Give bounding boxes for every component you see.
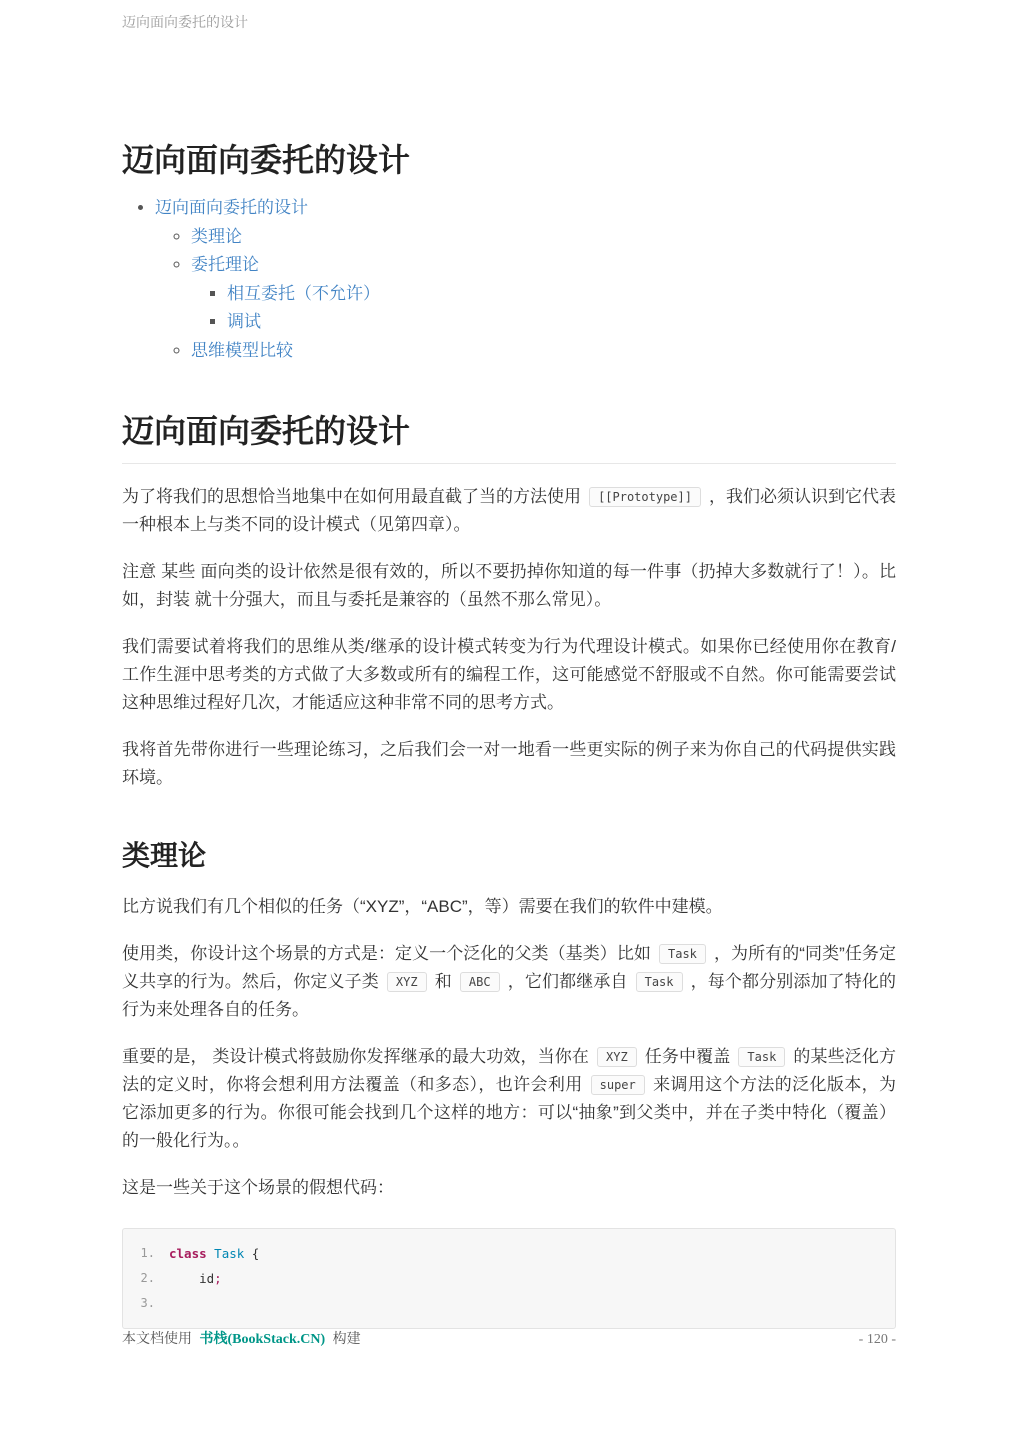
toc-item xyxy=(191,337,896,366)
toc-link-delegation-theory[interactable]: 委托理论 xyxy=(191,255,259,274)
bookstack-link[interactable]: 书栈(BookStack.CN) xyxy=(199,1332,326,1347)
paragraph: 重要的是， 类设计模式将鼓励你发挥继承的最大功效，当你在 XYZ 任务中覆盖 Task 的某些泛化方法的定义时，你将会想利用方法覆盖（和多态），也许会利用 super 来调用这个方法的泛化版本，为它添加更多的行为。你很可能会找到几个这样的地方：可以“抽象”到父类中，并在子类中特化（覆盖）的一般化行为。。 xyxy=(122,1047,896,1150)
inline-code: super xyxy=(591,1075,645,1095)
inline-code: Task xyxy=(636,972,683,992)
page-title: 迈向面向委托的设计 xyxy=(122,142,411,178)
code-line xyxy=(123,1241,895,1266)
toc-item xyxy=(155,194,896,365)
toc-item xyxy=(191,223,896,252)
paragraph: 这是一些关于这个场景的假想代码： xyxy=(122,1178,394,1197)
code-lines xyxy=(123,1241,895,1316)
toc-sublist xyxy=(191,280,896,337)
code-line xyxy=(123,1291,895,1316)
document-content xyxy=(122,0,896,1329)
line-number: 1. xyxy=(140,1246,155,1260)
toc-link-design[interactable]: 迈向面向委托的设计 xyxy=(155,198,308,217)
table-of-contents xyxy=(122,194,896,365)
toc-link-mental-model[interactable]: 思维模型比较 xyxy=(191,340,293,360)
toc-item xyxy=(227,280,896,309)
inline-code: XYZ xyxy=(387,972,427,992)
paragraph: 使用类，你设计这个场景的方式是：定义一个泛化的父类（基类）比如 Task ，为所有的“同类”任务定义共享的行为。然后，你定义子类 XYZ 和 ABC ，它们都继承自 Task ，每个都分别添加了特化的行为来处理各自的任务。 xyxy=(122,944,897,1019)
code-line xyxy=(123,1266,895,1291)
inline-code: XYZ xyxy=(597,1047,637,1067)
footer-credit-prefix: 本文档使用 xyxy=(122,1332,192,1347)
paragraph: 注意 某些 面向类的设计依然是很有效的，所以不要扔掉你知道的每一件事（扔掉大多数就行了！）。比如，封装 就十分强大，而且与委托是兼容的（虽然不那么常见）。 xyxy=(122,562,896,609)
toc-link-debugging[interactable]: 调试 xyxy=(227,312,261,331)
code-block xyxy=(122,1228,896,1329)
inline-code: Task xyxy=(738,1047,785,1067)
inline-code: [[Prototype]] xyxy=(589,487,701,507)
paragraph: 我们需要试着将我们的思维从类/继承的设计模式转变为行为代理设计模式。如果你已经使用你在教育/工作生涯中思考类的方式做了大多数或所有的编程工作，这可能感觉不舒服或不自然。你可能需要尝试这种思维过程好几次，才能适应这种非常不同的思考方式。 xyxy=(122,637,896,712)
toc-item xyxy=(227,308,896,337)
toc-item xyxy=(191,251,896,337)
line-number: 3. xyxy=(140,1296,155,1310)
paragraph: 我将首先带你进行一些理论练习，之后我们会一对一地看一些更实际的例子来为你自己的代码提供实践环境。 xyxy=(122,740,896,787)
page-number: - 120 - xyxy=(858,1332,896,1347)
paragraph: 比方说我们有几个相似的任务（“XYZ”，“ABC”，等）需要在我们的软件中建模。 xyxy=(122,897,723,916)
code-text: id; xyxy=(169,1271,222,1286)
inline-code: ABC xyxy=(460,972,500,992)
subsection-title-class-theory: 类理论 xyxy=(122,840,207,871)
toc-sublist xyxy=(155,223,896,366)
paragraph: 为了将我们的思想恰当地集中在如何用最直截了当的方法使用 [[Prototype]] ，我们必须认识到它代表一种根本上与类不同的设计模式（见第四章）。 xyxy=(122,487,897,534)
section-title: 迈向面向委托的设计 xyxy=(122,411,896,464)
footer-credit-suffix: 构建 xyxy=(332,1332,361,1347)
page-footer xyxy=(122,1328,896,1348)
running-header-title: 迈向面向委托的设计 xyxy=(122,14,248,30)
footer-credit xyxy=(122,1328,361,1348)
inline-code: Task xyxy=(659,944,706,964)
toc-link-mutual-delegation[interactable]: 相互委托（不允许） xyxy=(227,283,380,303)
toc-link-class-theory[interactable]: 类理论 xyxy=(191,226,242,246)
line-number: 2. xyxy=(140,1271,155,1285)
code-text: class Task { xyxy=(169,1246,260,1261)
